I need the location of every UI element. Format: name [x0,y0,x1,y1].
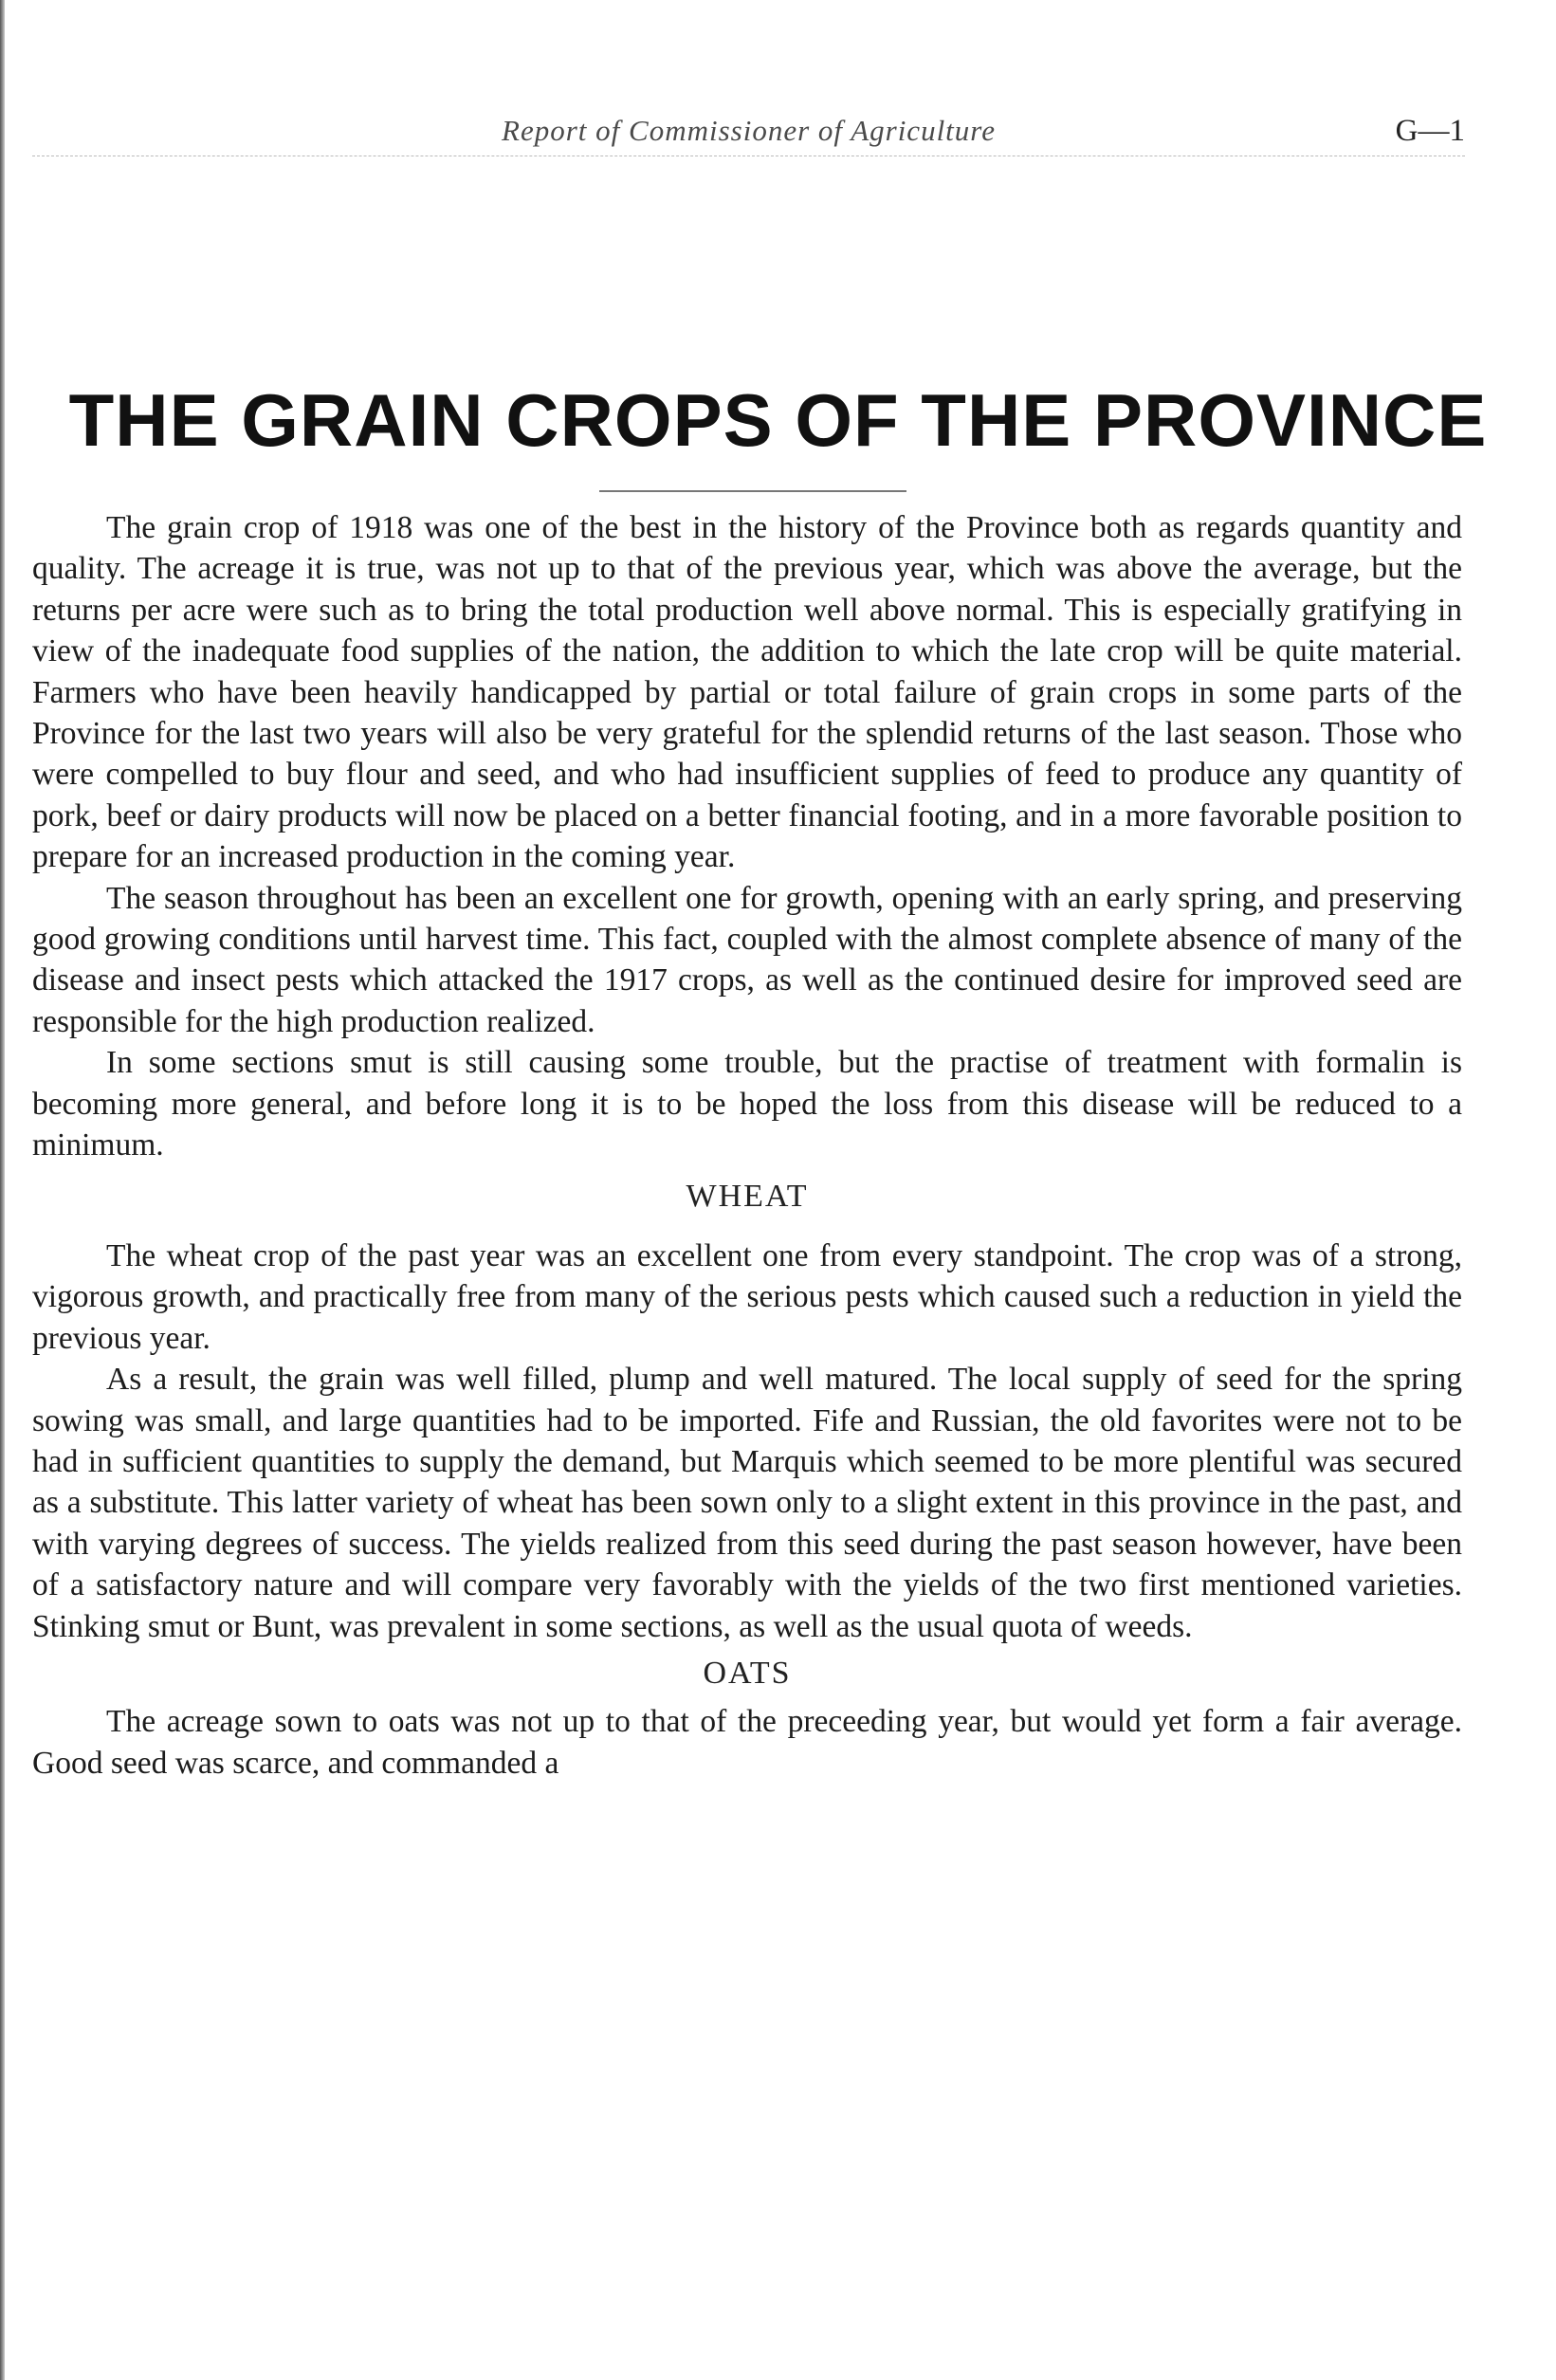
intro-paragraph-3: In some sections smut is still causing some trouble, but the practise of treatment with formalin is becoming more general, and before long it is to be hoped the loss from this disease will be reduced to a minimum. [32,1045,1462,1163]
section-heading-oats: OATS [703,1655,792,1691]
running-title: Report of Commissioner of Agriculture [502,114,996,147]
page-number: G—1 [1395,114,1465,148]
running-header [32,114,1465,152]
section-heading-wheat: WHEAT [686,1178,809,1214]
wheat-paragraph-2: As a result, the grain was well filled, plump and well matured. The local supply of seed for the spring sowing was small, and large quantities had to be imported. Fife and Russian, the old favorites were not to be had in sufficient quantities to supply the demand, but Marquis which seemed to be more plentiful was secured as a substitute. This latter variety of wheat has been sown only to a slight extent in this province in the past, and with varying degrees of success. The yields realized from this seed during the past season however, have been of a satisfactory nature and will compare very favorably with the yields of the two first mentioned varieties. Stinking smut or Bunt, was prevalent in some sections, as well as the usual quota of weeds. [32,1362,1462,1644]
wheat-paragraph-1: The wheat crop of the past year was an excellent one from every standpoint. The crop was of a strong, vigorous growth, and practically free from many of the serious pests which caused such a reduction in yield the previous year. [32,1237,1462,1356]
intro-paragraph-2: The season throughout has been an excellent one for growth, opening with an early spring, and preserving good growing conditions until harvest time. This fact, coupled with the almost complete absence of many of the disease and insect pests which attacked the 1917 crops, as well as the continued desire for improved seed are responsible for the high production realized. [32,880,1462,1039]
oats-paragraph-1: The acreage sown to oats was not up to that of the preceeding year, but would yet form a fair average. Good seed was scarce, and commanded a [32,1704,1462,1781]
article-body [32,507,1462,1784]
page-edge-shadow [0,0,5,2380]
page-title: THE GRAIN CROPS OF THE PROVINCE [68,378,1488,462]
title-rule [599,490,906,492]
intro-paragraph-1: The grain crop of 1918 was one of the best in the history of the Province both as regards quantity and quality. The acreage it is true, was not up to that of the previous year, which was above the average, but the returns per acre were such as to bring the total production well above normal. This is especially gratifying in view of the inadequate food supplies of the nation, the addition to which the late crop will be quite material. Farmers who have been heavily handicapped by partial or total failure of grain crops in some parts of the Province for the last two years will also be very grateful for the splendid returns of the last season. Those who were compelled to buy flour and seed, and who had insufficient supplies of feed to produce any quantity of pork, beef or dairy products will now be placed on a better financial footing, and in a more favorable position to prepare for an increased production in the coming year. [32,510,1462,875]
